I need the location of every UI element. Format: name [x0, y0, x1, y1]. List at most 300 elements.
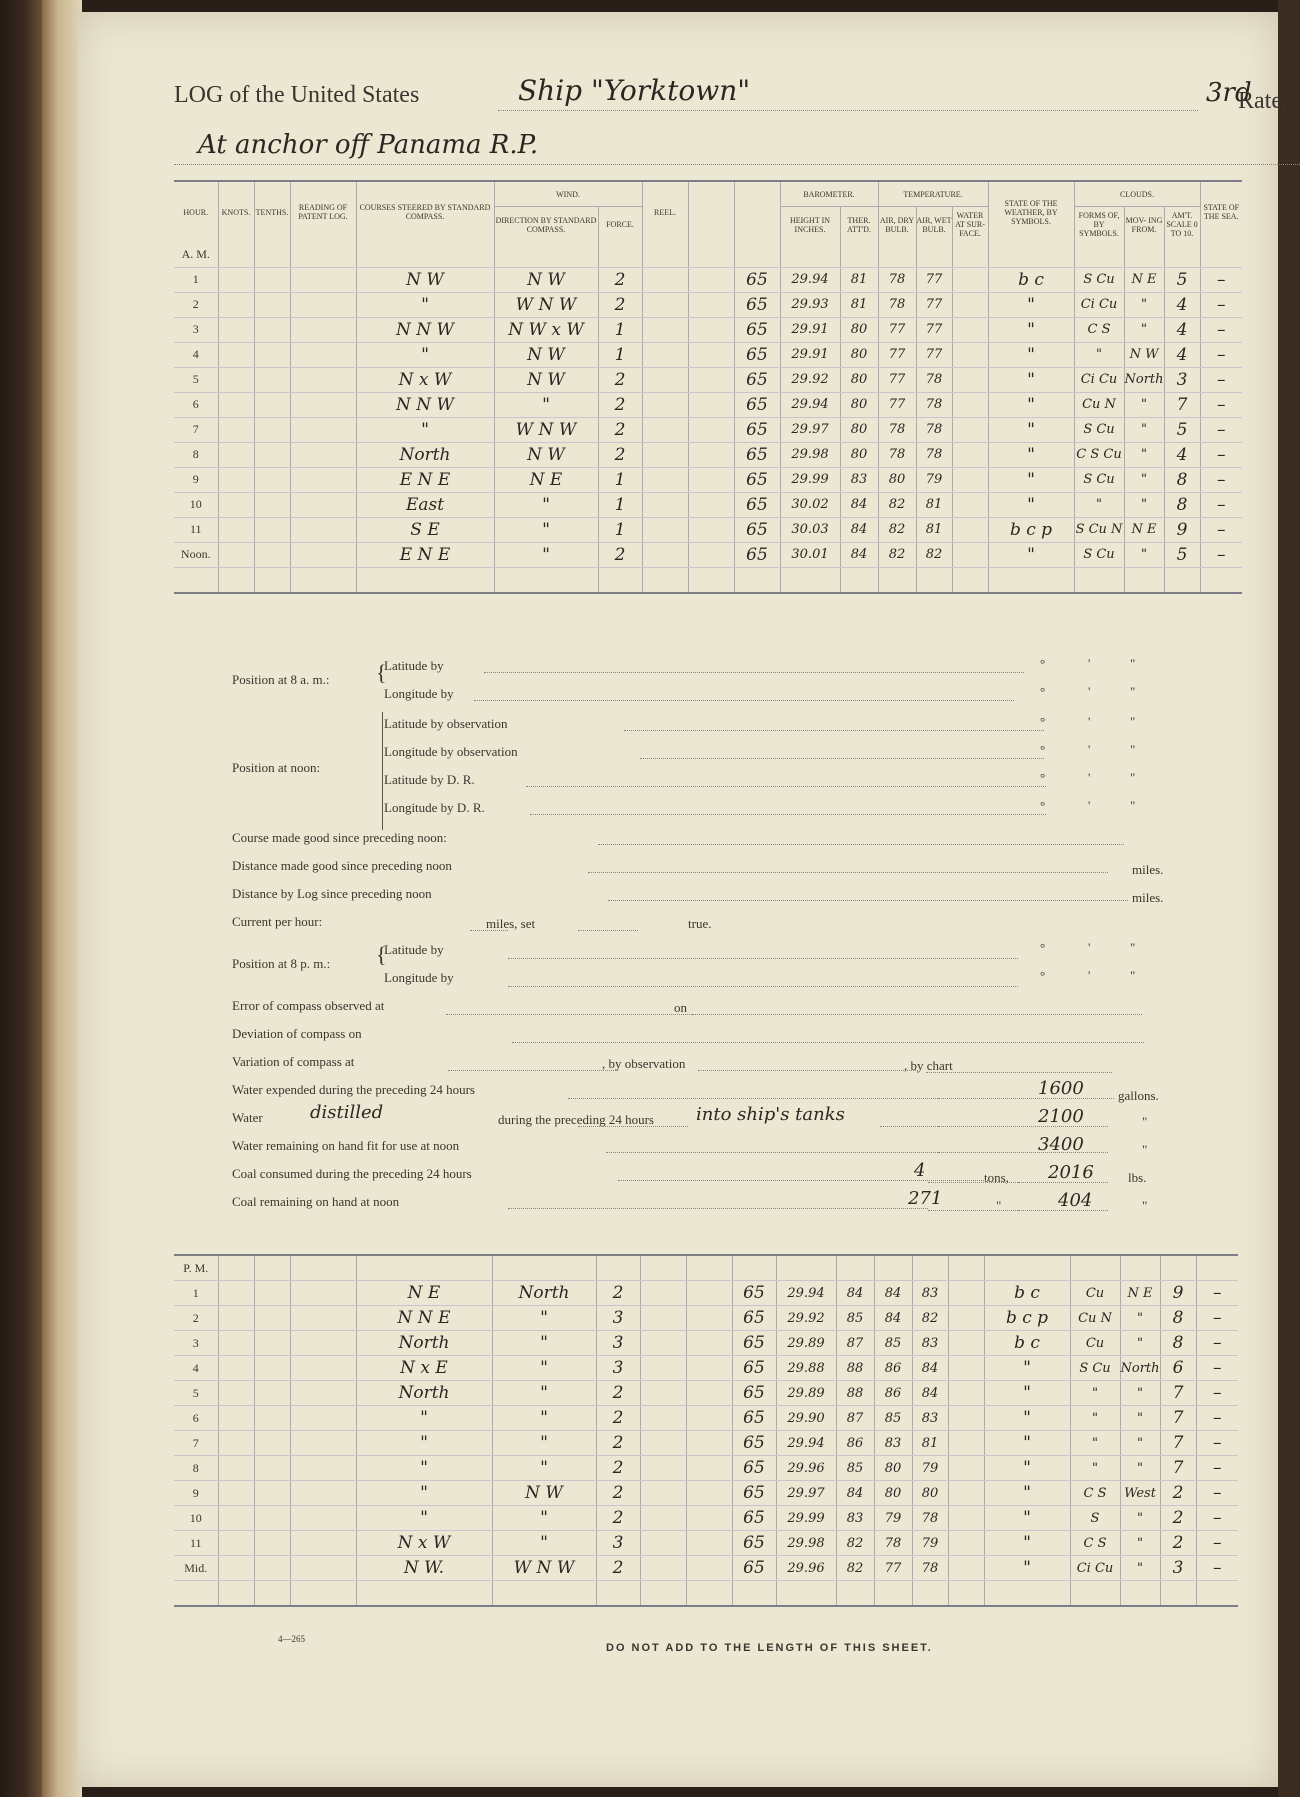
col-hour: HOUR. — [183, 207, 209, 217]
pm-row — [174, 1356, 1238, 1381]
pm-amt: 2 — [1160, 1531, 1196, 1556]
pm-dry: 77 — [874, 1556, 912, 1581]
am-course: " — [356, 417, 494, 442]
pm-moving: West — [1120, 1481, 1160, 1506]
pm-col65: 65 — [732, 1306, 776, 1331]
position-deg-mark: ° — [1040, 770, 1046, 785]
am-amt: 4 — [1164, 317, 1200, 342]
pm-wind-dir: " — [492, 1456, 596, 1481]
position-deg-mark: ° — [1040, 684, 1046, 699]
am-sea: – — [1200, 517, 1242, 542]
water-expended-label: Water expended during the preceding 24 hours — [232, 1082, 475, 1097]
pm-amt: 8 — [1160, 1306, 1196, 1331]
pm-weather: " — [984, 1456, 1070, 1481]
pm-row — [174, 1306, 1238, 1331]
am-ther: 80 — [840, 342, 878, 367]
am-wind-dir: " — [494, 392, 598, 417]
dotted-rule — [618, 1180, 988, 1181]
pm-force: 2 — [596, 1406, 640, 1431]
am-dry: 82 — [878, 517, 916, 542]
pm-hour: 8 — [174, 1456, 218, 1481]
pm-sea: – — [1196, 1381, 1238, 1406]
pm-ther: 88 — [836, 1381, 874, 1406]
dotted-rule — [508, 986, 1018, 987]
am-amt: 3 — [1164, 367, 1200, 392]
dotted-rule — [508, 958, 1018, 959]
pm-amt: 7 — [1160, 1381, 1196, 1406]
pm-row — [174, 1281, 1238, 1306]
am-dry: 78 — [878, 267, 916, 292]
pm-course: North — [356, 1331, 492, 1356]
pm-ther: 84 — [836, 1481, 874, 1506]
pm-col65: 65 — [732, 1381, 776, 1406]
position-sec-mark: " — [1130, 742, 1136, 757]
dotted-rule — [470, 930, 508, 931]
pm-ther: 83 — [836, 1506, 874, 1531]
water-during: during the preceding 24 hours — [498, 1112, 654, 1127]
am-ther: 81 — [840, 267, 878, 292]
dotted-rule — [512, 1042, 1144, 1043]
am-wind-dir: N W — [494, 442, 598, 467]
am-row — [174, 342, 1242, 367]
am-amt: 5 — [1164, 417, 1200, 442]
am-sea: – — [1200, 542, 1242, 567]
position-deg-mark: ° — [1040, 656, 1046, 671]
am-wet: 77 — [916, 267, 952, 292]
am-wind-dir: " — [494, 542, 598, 567]
col-sea: STATE OF THE SEA. — [1200, 181, 1242, 243]
pm-wind-dir: " — [492, 1531, 596, 1556]
am-wind-dir: N W — [494, 267, 598, 292]
am-hour: 5 — [174, 367, 218, 392]
dotted-rule — [938, 1152, 1108, 1153]
pm-ther: 82 — [836, 1531, 874, 1556]
pm-wet: 79 — [912, 1456, 948, 1481]
pm-baro: 29.89 — [776, 1331, 836, 1356]
am-wind-dir: N W x W — [494, 317, 598, 342]
am-amt: 5 — [1164, 267, 1200, 292]
am-baro: 29.98 — [780, 442, 840, 467]
am-row — [174, 292, 1242, 317]
pm-ther: 84 — [836, 1281, 874, 1306]
am-moving: " — [1124, 442, 1164, 467]
am-ther: 80 — [840, 442, 878, 467]
pm-row — [174, 1431, 1238, 1456]
am-force: 2 — [598, 542, 642, 567]
am-sea: – — [1200, 442, 1242, 467]
vessel-name: Ship "Yorktown" — [518, 74, 751, 107]
book-binding — [0, 0, 42, 1797]
am-force: 1 — [598, 517, 642, 542]
pos-noon-long-obs: Longitude by observation — [384, 744, 518, 759]
am-moving: " — [1124, 417, 1164, 442]
dotted-rule — [1018, 1210, 1108, 1211]
distance-by-log: Distance by Log since preceding noon — [232, 886, 432, 901]
coal-consumed-lbs: 2016 — [1048, 1162, 1094, 1183]
distance-miles-2: miles. — [1132, 890, 1164, 905]
position-deg-mark: ° — [1040, 742, 1046, 757]
coal-tons-label: tons, — [984, 1170, 1009, 1185]
position-deg-mark: ° — [1040, 798, 1046, 813]
coal-remaining-tons: 271 — [908, 1188, 943, 1209]
pm-baro: 29.96 — [776, 1556, 836, 1581]
pm-course: " — [356, 1406, 492, 1431]
pm-course: N E — [356, 1281, 492, 1306]
pm-hour: 7 — [174, 1431, 218, 1456]
pm-dry: 84 — [874, 1281, 912, 1306]
pm-row — [174, 1481, 1238, 1506]
col-tenths: TENTHS. — [254, 181, 290, 243]
coal-ditto-1: " — [996, 1198, 1002, 1213]
water-label: Water — [232, 1110, 263, 1125]
am-dry: 77 — [878, 392, 916, 417]
col-cloud-moving: MOV- ING FROM. — [1124, 207, 1164, 243]
am-baro: 29.91 — [780, 342, 840, 367]
pm-row — [174, 1331, 1238, 1356]
am-forms: " — [1074, 342, 1124, 367]
am-hour: 9 — [174, 467, 218, 492]
pm-dry: 85 — [874, 1406, 912, 1431]
am-amt: 7 — [1164, 392, 1200, 417]
am-course: E N E — [356, 542, 494, 567]
am-wet: 77 — [916, 342, 952, 367]
am-amt: 8 — [1164, 467, 1200, 492]
pm-baro: 29.88 — [776, 1356, 836, 1381]
coal-remaining-label: Coal remaining on hand at noon — [232, 1194, 400, 1209]
position-min-mark: ' — [1088, 714, 1091, 729]
pos-8pm-lat-label: Latitude by — [384, 942, 444, 957]
pm-hour: 10 — [174, 1506, 218, 1531]
am-force: 1 — [598, 492, 642, 517]
am-dry: 77 — [878, 367, 916, 392]
pm-amt: 7 — [1160, 1406, 1196, 1431]
am-wet: 78 — [916, 392, 952, 417]
am-dry: 82 — [878, 492, 916, 517]
am-hour: 11 — [174, 517, 218, 542]
pm-moving: " — [1120, 1506, 1160, 1531]
am-wind-dir: N W — [494, 367, 598, 392]
position-min-mark: ' — [1088, 940, 1091, 955]
am-row — [174, 367, 1242, 392]
water-kind: distilled — [310, 1102, 384, 1123]
pm-wet: 79 — [912, 1531, 948, 1556]
pm-forms: C S — [1070, 1531, 1120, 1556]
water-remaining-label: Water remaining on hand fit for use at noon — [232, 1138, 460, 1153]
pm-wet: 83 — [912, 1331, 948, 1356]
dotted-rule — [526, 786, 1046, 787]
col-blank-a — [688, 181, 734, 243]
pm-course: North — [356, 1381, 492, 1406]
water-ditto-2: " — [1142, 1142, 1148, 1157]
pos-8pm-label: Position at 8 p. m.: — [232, 956, 331, 971]
location-rule — [174, 164, 1300, 165]
pos-noon-label: Position at noon: — [232, 760, 321, 775]
am-sea: – — [1200, 467, 1242, 492]
pm-weather: " — [984, 1506, 1070, 1531]
pm-hour: 9 — [174, 1481, 218, 1506]
pm-ther: 82 — [836, 1556, 874, 1581]
pm-dry: 85 — [874, 1331, 912, 1356]
pm-log-table — [174, 1254, 1238, 1607]
pm-baro: 29.90 — [776, 1406, 836, 1431]
pm-force: 2 — [596, 1556, 640, 1581]
pm-course: N x W — [356, 1531, 492, 1556]
dotted-rule — [938, 1098, 1114, 1099]
am-force: 1 — [598, 342, 642, 367]
am-forms: C S Cu — [1074, 442, 1124, 467]
am-ther: 84 — [840, 542, 878, 567]
pm-col65: 65 — [732, 1556, 776, 1581]
am-moving: N E — [1124, 267, 1164, 292]
pm-moving: " — [1120, 1456, 1160, 1481]
book-cover-edge — [1278, 0, 1300, 1797]
position-min-mark: ' — [1088, 684, 1091, 699]
am-baro: 29.99 — [780, 467, 840, 492]
pm-sea: – — [1196, 1356, 1238, 1381]
am-col65: 65 — [734, 442, 780, 467]
am-course: N W — [356, 267, 494, 292]
pm-baro: 29.94 — [776, 1281, 836, 1306]
pm-col65: 65 — [732, 1356, 776, 1381]
am-weather: " — [988, 417, 1074, 442]
pm-wind-dir: N W — [492, 1481, 596, 1506]
page-edge-stack — [42, 0, 82, 1797]
pm-forms: " — [1070, 1456, 1120, 1481]
pm-baro: 29.89 — [776, 1381, 836, 1406]
pm-row — [174, 1531, 1238, 1556]
pm-forms: " — [1070, 1381, 1120, 1406]
am-col65: 65 — [734, 517, 780, 542]
am-weather: b c p — [988, 517, 1074, 542]
am-course: N N W — [356, 317, 494, 342]
am-weather: " — [988, 367, 1074, 392]
am-amt: 9 — [1164, 517, 1200, 542]
col-bar-ther: THER. ATT'D. — [840, 207, 878, 243]
pm-weather: " — [984, 1556, 1070, 1581]
am-dry: 78 — [878, 292, 916, 317]
am-baro: 30.03 — [780, 517, 840, 542]
am-force: 2 — [598, 367, 642, 392]
water-expended-value: 1600 — [1038, 1078, 1084, 1099]
am-force: 2 — [598, 442, 642, 467]
pm-moving: " — [1120, 1531, 1160, 1556]
am-baro: 30.02 — [780, 492, 840, 517]
col-clouds: CLOUDS. — [1074, 181, 1200, 207]
am-moving: North — [1124, 367, 1164, 392]
am-moving: N W — [1124, 342, 1164, 367]
pm-forms: S Cu — [1070, 1356, 1120, 1381]
position-sec-mark: " — [1130, 940, 1136, 955]
dotted-rule — [578, 930, 638, 931]
am-weather: " — [988, 542, 1074, 567]
am-weather: " — [988, 342, 1074, 367]
pm-hour: Mid. — [174, 1556, 218, 1581]
pm-ther: 86 — [836, 1431, 874, 1456]
position-sec-mark: " — [1130, 656, 1136, 671]
pos-8pm-brace: { — [376, 942, 387, 967]
am-col65: 65 — [734, 492, 780, 517]
am-hour: Noon. — [174, 542, 218, 567]
col-barometer: BAROMETER. — [780, 181, 878, 207]
pm-ther: 87 — [836, 1406, 874, 1431]
coal-consumed-tons: 4 — [914, 1160, 926, 1181]
am-amt: 4 — [1164, 342, 1200, 367]
am-baro: 29.94 — [780, 392, 840, 417]
pm-dry: 84 — [874, 1306, 912, 1331]
am-weather: " — [988, 392, 1074, 417]
am-course: East — [356, 492, 494, 517]
pm-weather: " — [984, 1431, 1070, 1456]
col-blank-b — [734, 181, 780, 243]
am-moving: " — [1124, 392, 1164, 417]
am-row — [174, 392, 1242, 417]
col-water-surface: WATER AT SUR- FACE. — [952, 207, 988, 243]
am-course: " — [356, 292, 494, 317]
am-forms: Ci Cu — [1074, 367, 1124, 392]
variation-by-obs: , by observation — [602, 1056, 686, 1071]
am-hour: 7 — [174, 417, 218, 442]
dotted-rule — [926, 1072, 1112, 1073]
am-sea: – — [1200, 292, 1242, 317]
dotted-rule — [448, 1070, 618, 1071]
pm-col65: 65 — [732, 1406, 776, 1431]
am-ther: 83 — [840, 467, 878, 492]
am-hour: 8 — [174, 442, 218, 467]
am-baro: 29.93 — [780, 292, 840, 317]
pm-force: 2 — [596, 1481, 640, 1506]
am-wet: 78 — [916, 367, 952, 392]
am-course: " — [356, 342, 494, 367]
pm-row — [174, 1556, 1238, 1581]
am-row — [174, 542, 1242, 567]
am-moving: N E — [1124, 517, 1164, 542]
log-title: LOG of the United States — [174, 82, 420, 108]
pm-sea: – — [1196, 1556, 1238, 1581]
pm-sea: – — [1196, 1281, 1238, 1306]
am-wind-dir: N W — [494, 342, 598, 367]
pm-sea: – — [1196, 1506, 1238, 1531]
pm-moving: " — [1120, 1331, 1160, 1356]
position-min-mark: ' — [1088, 798, 1091, 813]
am-dry: 82 — [878, 542, 916, 567]
water-ditto-1: " — [1142, 1114, 1148, 1129]
pm-weather: " — [984, 1481, 1070, 1506]
col-air-dry: AIR, DRY BULB. — [878, 207, 916, 243]
am-moving: " — [1124, 542, 1164, 567]
am-weather: b c — [988, 267, 1074, 292]
am-weather: " — [988, 317, 1074, 342]
pm-ther: 85 — [836, 1306, 874, 1331]
dotted-rule — [508, 1208, 928, 1209]
current-miles-set: miles, set — [486, 916, 536, 931]
pm-course: N N E — [356, 1306, 492, 1331]
pos-8am-label: Position at 8 a. m.: — [232, 672, 330, 687]
pm-amt: 3 — [1160, 1556, 1196, 1581]
am-row — [174, 442, 1242, 467]
pm-sea: – — [1196, 1431, 1238, 1456]
pm-forms: Cu N — [1070, 1306, 1120, 1331]
pm-hour: 1 — [174, 1281, 218, 1306]
pm-row — [174, 1456, 1238, 1481]
pm-baro: 29.99 — [776, 1506, 836, 1531]
am-baro: 30.01 — [780, 542, 840, 567]
pm-amt: 6 — [1160, 1356, 1196, 1381]
pm-ther: 88 — [836, 1356, 874, 1381]
pm-amt: 2 — [1160, 1481, 1196, 1506]
am-sea: – — [1200, 367, 1242, 392]
am-wet: 77 — [916, 292, 952, 317]
am-dry: 80 — [878, 467, 916, 492]
am-hour: 6 — [174, 392, 218, 417]
am-wind-dir: W N W — [494, 417, 598, 442]
pm-moving: N E — [1120, 1281, 1160, 1306]
dotted-rule — [446, 1014, 696, 1015]
am-force: 1 — [598, 467, 642, 492]
dotted-rule — [624, 730, 1044, 731]
col-bar-height: HEIGHT IN INCHES. — [780, 207, 840, 243]
am-wet: 79 — [916, 467, 952, 492]
pm-dry: 80 — [874, 1481, 912, 1506]
error-of-compass: Error of compass observed at — [232, 998, 385, 1013]
pm-sea: – — [1196, 1406, 1238, 1431]
dotted-rule — [474, 700, 1014, 701]
position-sec-mark: " — [1130, 798, 1136, 813]
dotted-rule — [530, 814, 1046, 815]
pm-label: P. M. — [174, 1255, 218, 1281]
current-per-hour: Current per hour: — [232, 914, 323, 929]
am-force: 2 — [598, 417, 642, 442]
am-amt: 5 — [1164, 542, 1200, 567]
am-force: 2 — [598, 267, 642, 292]
am-wet: 77 — [916, 317, 952, 342]
coal-consumed-label: Coal consumed during the preceding 24 hours — [232, 1166, 472, 1181]
pm-weather: " — [984, 1406, 1070, 1431]
pos-8am-lat-label: Latitude by — [384, 658, 444, 673]
dotted-rule — [598, 844, 1124, 845]
am-col65: 65 — [734, 292, 780, 317]
pm-moving: North — [1120, 1356, 1160, 1381]
pm-hour: 4 — [174, 1356, 218, 1381]
pm-moving: " — [1120, 1556, 1160, 1581]
am-baro: 29.91 — [780, 317, 840, 342]
pm-course: " — [356, 1431, 492, 1456]
am-ther: 80 — [840, 317, 878, 342]
pm-wet: 84 — [912, 1356, 948, 1381]
am-col65: 65 — [734, 392, 780, 417]
am-hour: 1 — [174, 267, 218, 292]
am-row — [174, 517, 1242, 542]
am-label: A. M. — [174, 243, 218, 268]
pm-sea: – — [1196, 1456, 1238, 1481]
pm-col65: 65 — [732, 1331, 776, 1356]
am-row — [174, 267, 1242, 292]
deviation-of-compass: Deviation of compass on — [232, 1026, 362, 1041]
am-hour: 10 — [174, 492, 218, 517]
am-hour: 2 — [174, 292, 218, 317]
position-sec-mark: " — [1130, 714, 1136, 729]
am-log-table — [174, 180, 1242, 594]
pm-ther: 85 — [836, 1456, 874, 1481]
rate-value: 3rd — [1206, 78, 1252, 108]
am-amt: 8 — [1164, 492, 1200, 517]
am-hour: 4 — [174, 342, 218, 367]
pm-moving: " — [1120, 1406, 1160, 1431]
log-sheet — [78, 12, 1288, 1787]
pm-hour: 3 — [174, 1331, 218, 1356]
am-weather: " — [988, 292, 1074, 317]
pm-amt: 7 — [1160, 1456, 1196, 1481]
pm-forms: " — [1070, 1431, 1120, 1456]
